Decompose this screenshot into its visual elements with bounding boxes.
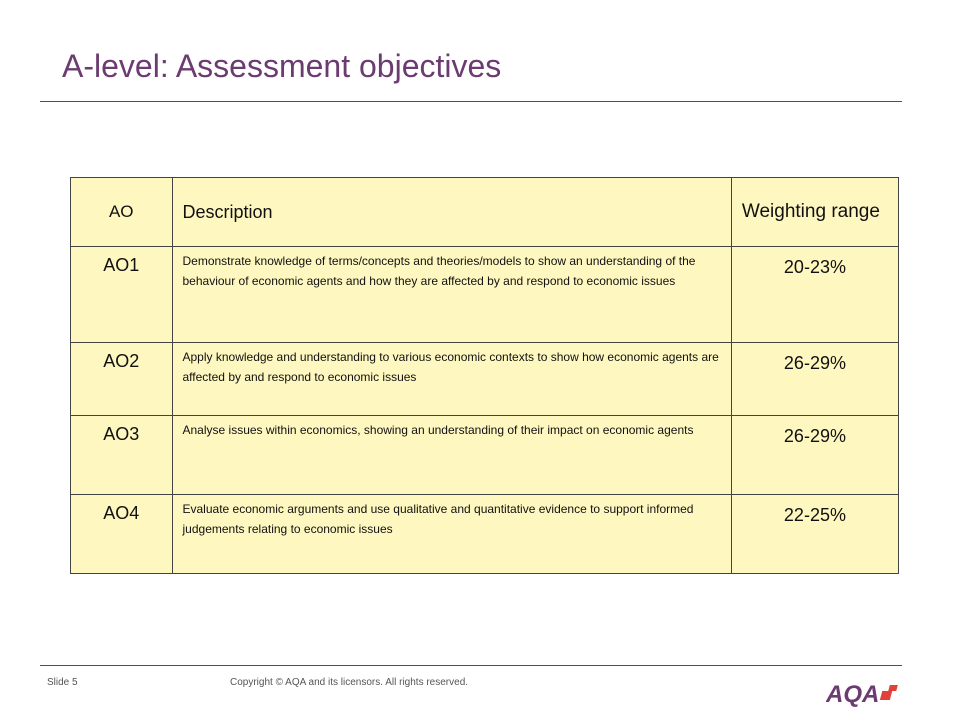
ao-description: Demonstrate knowledge of terms/concepts and theories/models to show an understanding of the behaviour of economic agents and how they are affected by and respond to economic issues [172,247,731,343]
aqa-logo-text: AQA [826,681,880,708]
title-divider [40,101,902,102]
table-row [71,495,899,574]
ao-code: AO4 [71,495,173,574]
aqa-logo-mark-top [888,685,898,691]
ao-weighting: 26-29% [731,416,898,495]
header-weighting: Weighting range [731,178,898,247]
aqa-logo-graphic [826,677,906,709]
slide-number: Slide 5 [47,677,78,688]
header-ao: AO [71,178,173,247]
ao-code: AO3 [71,416,173,495]
ao-weighting: 20-23% [731,247,898,343]
ao-code: AO2 [71,343,173,416]
copyright-notice: Copyright © AQA and its licensors. All rights reserved. [230,677,469,688]
table-row [71,416,899,495]
table-header-row [71,178,899,247]
table-row [71,247,899,343]
ao-weighting: 22-25% [731,495,898,574]
ao-description: Analyse issues within economics, showing an understanding of their impact on economic agents [172,416,731,495]
ao-description: Apply knowledge and understanding to various economic contexts to show how economic agents are affected by and respond to economic issues [172,343,731,416]
table-row [71,343,899,416]
ao-weighting: 26-29% [731,343,898,416]
footer-divider [40,665,902,666]
header-description: Description [172,178,731,247]
aqa-logo-mark [880,691,892,700]
assessment-objectives-table [70,177,899,574]
slide-title: A-level: Assessment objectives [62,48,502,84]
aqa-logo [826,677,906,709]
ao-description: Evaluate economic arguments and use qualitative and quantitative evidence to support informed judgements relating to economic issues [172,495,731,574]
ao-code: AO1 [71,247,173,343]
